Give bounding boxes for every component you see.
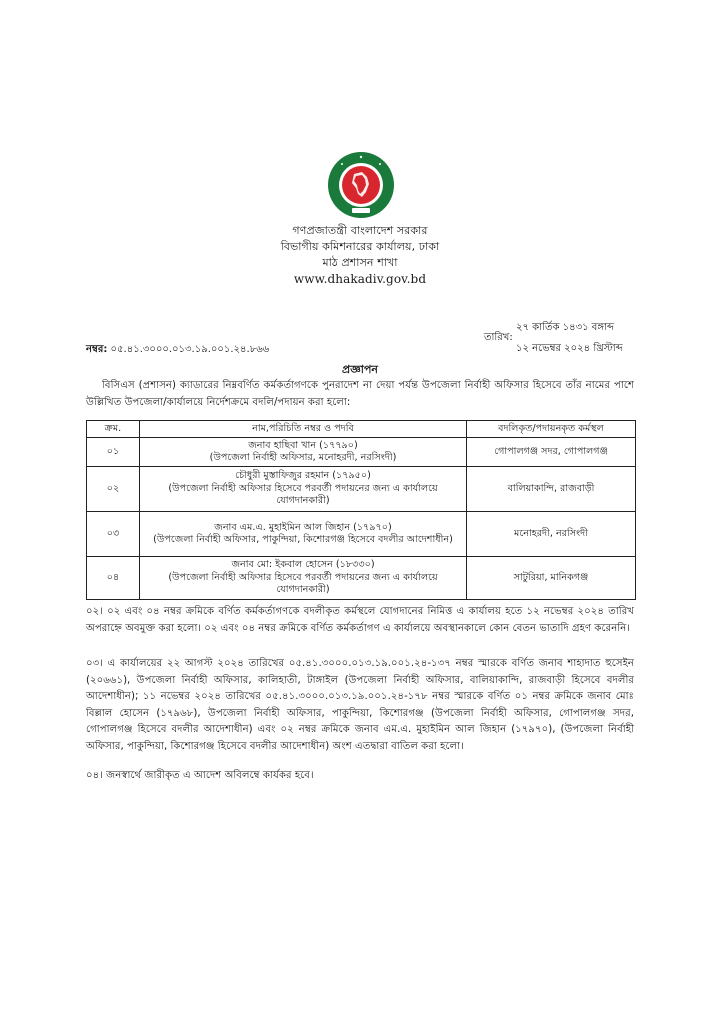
date-gregorian: ১২ নভেম্বর ২০২৪ খ্রিস্টাব্দ [516,343,623,354]
notice-title: প্রজ্ঞাপন [342,363,378,376]
notice-intro: বিসিএস (প্রশাসন) ক্যাডারের নিম্নবর্ণিত কর্মকর্তাগণকে পুনরাদেশ না দেয়া পর্যন্ত উপজেলা নির্বাহী অফিসার হিসেবে তাঁর নামের পাশে উল্লিখিত উপজেলা/কার্যালয়ে নির্দেশক্রমে বদলি/পদায়ন করা হলো: [86,380,634,408]
paragraph-4: ০৪। জনস্বার্থে জারীকৃত এ আদেশ অবিলম্বে কার্যকর হবে। [86,770,314,781]
date-label: তারিখ: [484,332,513,343]
officer-detail: (উপজেলা নির্বাহী অফিসার, মনোহরদী, নরসিংদী) [209,452,397,463]
column-header-name: নাম,পরিচিতি নম্বর ও পদবি [140,421,467,438]
row-officer [140,512,467,557]
office-name: বিভাগীয় কমিশনারের কার্যালয়, ঢাকা [280,240,440,253]
bangladesh-government-seal-icon [326,150,396,220]
paragraph-2: ০২। ০২ এবং ০৪ নম্বর ক্রমিকে বর্ণিত কর্মকর্তাগণকে বদলীকৃত কর্মস্থলে যোগদানের নিমিত্ত এ কার্যালয় হতে ১২ নভেম্বর ২০২৪ তারিখ অপরাহ্নে অবমুক্ত করা হলো। ০২ এবং ০৪ নম্বর ক্রমিকে বর্ণিত কর্মকর্তাগণ এ কার্যালয়ে অবস্থানকালে কোন বেতন ভাতাদি গ্রহণ করেননি। [86,606,634,634]
date-bangla: ২৭ কার্তিক ১৪৩১ বঙ্গাব্দ [516,322,614,333]
branch-name: মাঠ প্রশাসন শাখা [322,256,398,269]
column-header-serial: ক্রম. [87,421,140,438]
row-serial: ০২ [87,467,140,512]
transfer-table [86,420,636,600]
reference-number [86,342,269,359]
table-header-row [87,421,636,438]
officer-name: জনাব মো: ইকবাল হোসেন (১৮৩৩০) [231,559,375,571]
officer-name: জনাব হাছিবা খান (১৭৭৯০) [248,439,358,451]
table-row [87,512,636,557]
column-header-place: বদলিকৃত/পদায়নকৃত কর্মস্থল [467,421,636,438]
row-serial: ০১ [87,438,140,467]
row-officer [140,438,467,467]
officer-detail: (উপজেলা নির্বাহী অফিসার হিসেবে পরবর্তী পদায়নের জন্য এ কার্যালয়ে যোগদানকারী) [168,482,438,507]
officer-detail: (উপজেলা নির্বাহী অফিসার, পাকুন্দিয়া, কিশোরগঞ্জ হিসেবে বদলীর আদেশাধীন) [153,534,453,545]
row-posting: গোপালগঞ্জ সদর, গোপালগঞ্জ [467,438,636,467]
table-row [87,557,636,600]
table-row [87,438,636,467]
government-name: গণপ্রজাতন্ত্রী বাংলাদেশ সরকার [292,224,428,237]
officer-name: চৌধুরী মুস্তাফিজুর রহমান (১৭৯৫০) [235,470,371,482]
row-posting: মনোহরদী, নরসিংদী [467,512,636,557]
reference-value: ০৫.৪১.৩০০০.০১৩.১৯.০০১.২৪.৮৬৬ [110,344,270,355]
row-serial: ০৪ [87,557,140,600]
table-row [87,467,636,512]
officer-name: জনাব এম.এ. মুহাইমিন আল জিহান (১৭৯৭০) [214,521,392,533]
row-officer [140,557,467,600]
row-posting: বালিয়াকান্দি, রাজবাড়ী [467,467,636,512]
row-posting: সাটুরিয়া, মানিকগঞ্জ [467,557,636,600]
officer-detail: (উপজেলা নির্বাহী অফিসার হিসেবে পরবর্তী পদায়নের জন্য এ কার্যালয়ে যোগদানকারী) [168,571,438,596]
website-link[interactable]: www.dhakadiv.gov.bd [293,272,427,286]
reference-label: নম্বর: [86,344,108,355]
row-serial: ০৩ [87,512,140,557]
row-officer [140,467,467,512]
paragraph-3: ০৩। এ কার্যালয়ের ২২ আগস্ট ২০২৪ তারিখের ০৫.৪১.৩০০০.০১৩.১৯.০০১.২৪-১৩৭ নম্বর স্মারকে বর্ণিত জনাব শাহাদাত হুসেইন (২০৬৬১), উপজেলা নির্বাহী অফিসার, কালিহাতী, টাঙ্গাইল (উপজেলা নির্বাহী অফিসার, বালিয়াকান্দি, রাজবাড়ী হিসেবে বদলীর আদেশাধীন); ১১ নভেম্বর ২০২৪ তারিখের ০৫.৪১.৩০০০.০১৩.১৯.০০১.২৪-১৭৮ নম্বর স্মারকে বর্ণিত ০১ নম্বর ক্রমিকে জনাব মোঃ বিল্লাল হোসেন (১৭৯৬৮), উপজেলা নির্বাহী অফিসার, পাকুন্দিয়া, কিশোরগঞ্জ (উপজেলা নির্বাহী অফিসার, গোপালগঞ্জ সদর, গোপালগঞ্জ হিসেবে বদলীর আদেশাধীন) এবং ০২ নম্বর ক্রমিকে জনাব এম.এ. মুহাইমিন আল জিহান (১৭৯৭০), (উপজেলা নির্বাহী অফিসার, পাকুন্দিয়া, কিশোরগঞ্জ হিসেবে বদলীর আদেশাধীন) অংশ এতদ্বারা বাতিল করা হলো। [86,658,634,752]
